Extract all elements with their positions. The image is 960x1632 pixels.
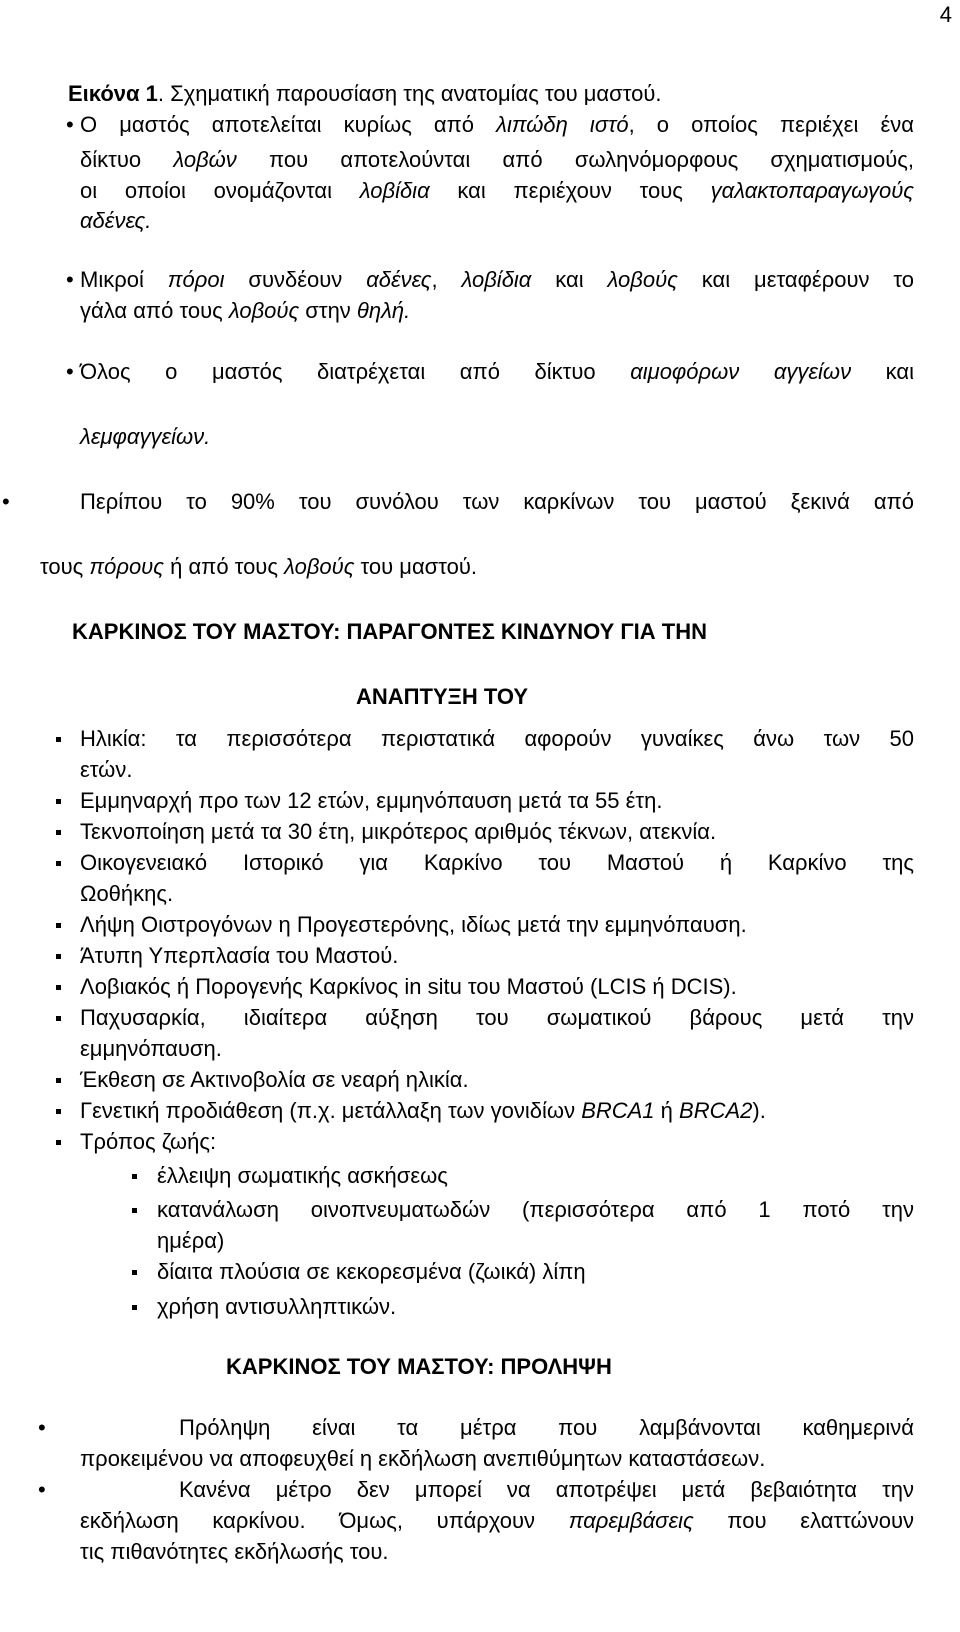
bullet-icon: • [38,1477,46,1502]
risk-item-obesity: Παχυσαρκία, ιδιαίτερα αύξηση του σωματικού βάρους μετά την [80,1005,914,1030]
anatomy-p1-line1: Ο μαστός αποτελείται κυρίως από λιπώδη ιστό, ο οποίος περιέχει ένα [80,112,915,137]
risk-item-hyperplasia: Άτυπη Υπερπλασία του Μαστού. [80,943,399,968]
risk-item-childbearing: Τεκνοποίηση μετά τα 30 έτη, μικρότερος αριθμός τέκνων, ατεκνία. [80,819,717,844]
risk-item-genetic: Γενετική προδιάθεση (π.χ. μετάλλαξη των γονιδίων BRCA1 ή BRCA2). [80,1098,766,1123]
figure-label: Εικόνα 1 [68,81,158,106]
bullet-icon [132,1174,137,1179]
risk-item-lifestyle: Τρόπος ζωής: [80,1129,217,1154]
lifestyle-item-diet: δίαιτα πλούσια σε κεκορεσμένα (ζωικά) λίπη [157,1259,586,1284]
prevention-p1-line2: προκειμένου να αποφευχθεί η εκδήλωση ανεπιθύμητων καταστάσεων. [80,1446,766,1471]
anatomy-p2-line2: γάλα από τους λοβούς στην θηλή. [80,298,411,323]
bullet-icon: • [66,267,74,292]
risk-item-menarche: Εμμηναρχή προ των 12 ετών, εμμηνόπαυση μετά τα 55 έτη. [80,788,663,813]
bullet-icon [56,861,61,866]
anatomy-p3-line2: λεμφαγγείων. [80,424,211,449]
lifestyle-item-alcohol: κατανάλωση οινοπνευματωδών (περισσότερα από 1 ποτό την [157,1197,914,1222]
prevention-p2-line2: εκδήλωση καρκίνου. Όμως, υπάρχουν παρεμβάσεις που ελαττώνουν [80,1508,914,1533]
bullet-icon [56,737,61,742]
prevention-p1-line1: Πρόληψη είναι τα μέτρα που λαμβάνονται καθημερινά [179,1415,914,1440]
bullet-icon [56,1109,61,1114]
risk-item-age: Ηλικία: τα περισσότερα περιστατικά αφορούν γυναίκες άνω των 50 [80,726,914,751]
prevention-p2-line3: τις πιθανότητες εκδήλωσής του. [80,1539,389,1564]
risk-item-age-cont: ετών. [80,757,133,782]
risk-item-family-history-cont: Ωοθήκης. [80,881,174,906]
risk-item-obesity-cont: εμμηνόπαυση. [80,1036,222,1061]
risk-item-insitu: Λοβιακός ή Πορογενής Καρκίνος in situ του Μαστού (LCIS ή DCIS). [80,974,737,999]
lifestyle-item-contraceptives: χρήση αντισυλληπτικών. [157,1294,397,1319]
bullet-icon [56,923,61,928]
anatomy-p1-line4: αδένες. [80,208,152,233]
bullet-icon [132,1270,137,1275]
anatomy-p4-line1: Περίπου το 90% του συνόλου των καρκίνων του μαστού ξεκινά από [80,489,914,514]
bullet-icon [132,1208,137,1213]
risk-heading-line2: ΑΝΑΠΤΥΞΗ ΤΟΥ [356,684,529,709]
bullet-icon: • [38,1415,46,1440]
anatomy-p1-line3: οι οποίοι ονομάζονται λοβίδια και περιέχουν τους γαλακτοπαραγωγούς [80,178,914,203]
bullet-icon [56,954,61,959]
risk-item-hormones: Λήψη Οιστρογόνων η Προγεστερόνης, ιδίως μετά την εμμηνόπαυση. [80,912,747,937]
anatomy-p1-line2: δίκτυο λοβών που αποτελούνται από σωληνόμορφους σχηματισμούς, [80,147,914,172]
bullet-icon [56,830,61,835]
figure-caption: Εικόνα 1. Σχηματική παρουσίαση της ανατομίας του μαστού. [68,81,662,106]
risk-heading-line1: ΚΑΡΚΙΝΟΣ ΤΟΥ ΜΑΣΤΟΥ: ΠΑΡΑΓΟΝΤΕΣ ΚΙΝΔΥΝΟΥ ΓΙΑ ΤΗΝ [72,619,707,644]
bullet-icon [56,985,61,990]
bullet-icon [56,1016,61,1021]
bullet-icon [56,1140,61,1145]
anatomy-p4-line2: τους πόρους ή από τους λοβούς του μαστού. [40,554,478,579]
bullet-icon: • [2,489,10,514]
prevention-p2-line1: Κανένα μέτρο δεν μπορεί να αποτρέψει μετά βεβαιότητα την [179,1477,914,1502]
risk-item-radiation: Έκθεση σε Ακτινοβολία σε νεαρή ηλικία. [80,1067,469,1092]
bullet-icon [56,1078,61,1083]
bullet-icon: • [66,112,74,137]
page-number: 4 [939,2,952,27]
anatomy-p2-line1: Μικροί πόροι συνδέουν αδένες, λοβίδια και λοβούς και μεταφέρουν το [80,267,915,292]
bullet-icon: • [66,359,74,384]
anatomy-p3-line1: Όλος ο μαστός διατρέχεται από δίκτυο αιμοφόρων αγγείων και [80,359,914,384]
bullet-icon [56,799,61,804]
risk-item-family-history: Οικογενειακό Ιστορικό για Καρκίνο του Μαστού ή Καρκίνο της [80,850,914,875]
bullet-icon [132,1305,137,1310]
prevention-heading: ΚΑΡΚΙΝΟΣ ΤΟΥ ΜΑΣΤΟΥ: ΠΡΟΛΗΨΗ [226,1354,612,1379]
lifestyle-item-alcohol-cont: ημέρα) [157,1228,225,1253]
lifestyle-item-exercise: έλλειψη σωματικής ασκήσεως [157,1163,448,1188]
